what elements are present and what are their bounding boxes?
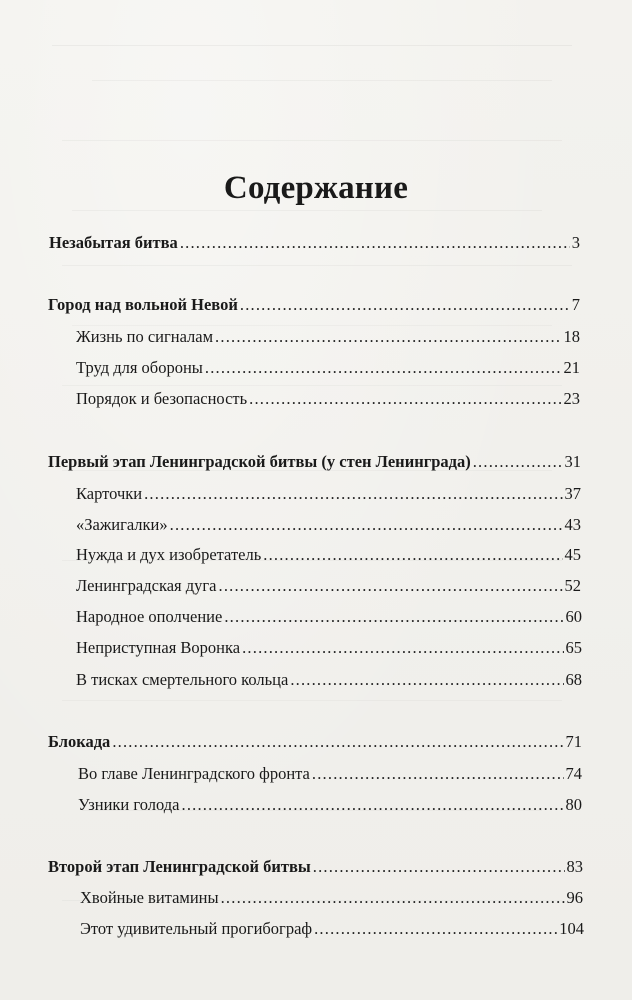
toc-leader-dots	[249, 389, 561, 409]
toc-entry-label: Ленинградская дуга	[76, 576, 217, 595]
toc-page-number: 23	[563, 389, 580, 408]
toc-leader-dots	[170, 515, 563, 535]
toc-entry-label: Народное ополчение	[76, 607, 223, 626]
toc-entry[interactable]	[76, 545, 581, 565]
toc-entry[interactable]	[48, 452, 581, 472]
toc-entry[interactable]	[76, 515, 581, 535]
toc-entry[interactable]	[76, 576, 581, 596]
toc-leader-dots	[240, 295, 570, 315]
toc-entry-label: В тисках смертельного кольца	[76, 670, 289, 689]
toc-page-number: 31	[564, 452, 581, 471]
toc-entry-label: Во главе Ленинградского фронта	[78, 764, 310, 783]
toc-entry-label: «Зажигалки»	[76, 515, 168, 534]
toc-entry-label: Порядок и безопасность	[76, 389, 248, 408]
toc-leader-dots	[205, 358, 562, 378]
toc-page-number: 45	[564, 545, 581, 564]
toc-page-number: 68	[565, 670, 582, 689]
toc-page-number: 43	[564, 515, 581, 534]
toc-entry-label: Город над вольной Невой	[48, 295, 238, 314]
toc-leader-dots	[144, 484, 562, 504]
toc-page-number: 3	[571, 233, 580, 252]
toc-entry[interactable]	[48, 732, 582, 752]
toc-page-number: 7	[571, 295, 580, 314]
toc-entry-label: Труд для обороны	[76, 358, 203, 377]
toc-entry-label: Карточки	[76, 484, 143, 503]
toc-entry[interactable]	[76, 638, 582, 658]
toc-entry[interactable]	[76, 484, 581, 504]
toc-entry-label: Жизнь по сигналам	[76, 327, 214, 346]
toc-leader-dots	[112, 732, 563, 752]
toc-leader-dots	[312, 764, 564, 784]
toc-entry-label: Узники голода	[78, 795, 180, 814]
toc-page-number: 37	[564, 484, 581, 503]
toc-page-number: 60	[565, 607, 582, 626]
toc-entry-label: Первый этап Ленинградской битвы (у стен Ленинграда)	[48, 452, 471, 471]
toc-entry[interactable]	[80, 888, 583, 908]
toc-leader-dots	[242, 638, 563, 658]
toc-page-number: 96	[566, 888, 583, 907]
toc-leader-dots	[473, 452, 563, 472]
toc-page-number: 80	[565, 795, 582, 814]
toc-entry-label: Этот удивительный прогибограф	[80, 919, 313, 938]
toc-entry[interactable]	[76, 358, 580, 378]
toc-entry[interactable]	[76, 389, 580, 409]
toc-leader-dots	[221, 888, 565, 908]
toc-entry[interactable]	[48, 857, 583, 877]
toc-leader-dots	[313, 857, 565, 877]
toc-entry[interactable]	[78, 795, 582, 815]
toc-page-number: 65	[565, 638, 582, 657]
toc-entry-label: Хвойные витамины	[80, 888, 219, 907]
toc-entry[interactable]	[76, 327, 580, 347]
toc-entry-label: Второй этап Ленинградской битвы	[48, 857, 311, 876]
toc-entry-label: Нужда и дух изобретатель	[76, 545, 262, 564]
toc-page-number: 74	[565, 764, 582, 783]
toc-entry[interactable]	[76, 670, 582, 690]
toc-leader-dots	[290, 670, 563, 690]
toc-page-number: 21	[563, 358, 580, 377]
toc-leader-dots	[263, 545, 562, 565]
toc-title: Содержание	[223, 170, 409, 206]
toc-leader-dots	[224, 607, 563, 627]
toc-leader-dots	[215, 327, 561, 347]
toc-page-number: 18	[563, 327, 580, 346]
toc-page-number: 83	[566, 857, 583, 876]
toc-entry-label: Незабытая битва	[49, 233, 178, 252]
toc-leader-dots	[314, 919, 557, 939]
toc-entry[interactable]	[76, 607, 582, 627]
toc-entry[interactable]	[48, 295, 580, 315]
toc-page-number: 104	[559, 919, 584, 938]
toc-leader-dots	[219, 576, 563, 596]
toc-entry[interactable]	[80, 919, 584, 939]
toc-page-number: 52	[564, 576, 581, 595]
toc-leader-dots	[180, 233, 570, 253]
toc-entry[interactable]	[78, 764, 582, 784]
toc-entry-label: Неприступная Воронка	[76, 638, 241, 657]
toc-leader-dots	[182, 795, 564, 815]
toc-entry-label: Блокада	[48, 732, 111, 751]
toc-page-number: 71	[565, 732, 582, 751]
toc-entry[interactable]	[49, 233, 580, 253]
